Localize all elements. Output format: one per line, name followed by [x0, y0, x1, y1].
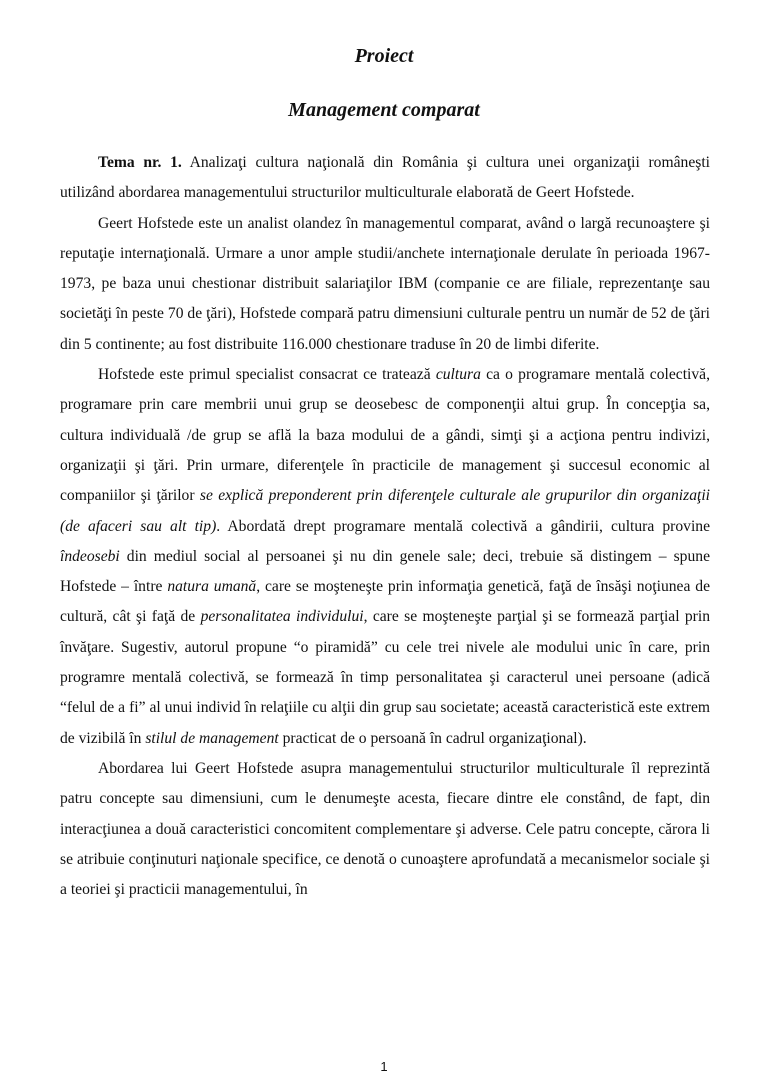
- paragraph-text: , care se moşteneşte parţial şi se formează parţial prin învăţare. Sugestiv, autorul propune “o piramidă” cu cele trei nivele ale modului unic în care, prin programre mentală colectivă, se formează în timp personalitatea şi caracterul unei persoane (adică “felul de a fi” al unui individ în relaţiile cu alţii din grup sau societate; această caracteristică este extrem de vizibilă în: [60, 608, 710, 747]
- emphasis-text: se explică preponderent prin diferenţele culturale ale grupurilor din organizaţii (de afaceri sau alt tip): [60, 487, 710, 535]
- tema-text: Analizaţi cultura naţională din România şi cultura unei organizaţii româneşti utilizând abordarea managementului structurilor multiculturale elaborată de Geert Hofstede.: [60, 154, 710, 202]
- paragraph-text: Hofstede este primul specialist consacrat ce tratează: [98, 366, 436, 384]
- paragraph-text: din mediul social al persoanei şi nu din genele sale; deci, trebuie să distingem – spune Hofstede – între: [60, 547, 710, 596]
- paragraph-text: Geert Hofstede este un analist olandez în managementul comparat, având o largă recunoaştere şi reputaţie internaţională. Urmare a unor ample studii/anchete internaţionale derulate în perioada 1967-1973, pe baza unui chestionar distribuit salariaţilor IBM (companie ce are filiale, reprezentanţe sau societăţi în peste 70 de ţări), Hofstede compară patru dimensiuni culturale pentru un număr de 52 de ţări din 5 continente; au fost distribuite 116.000 chestionare traduse în 20 de limbi diferite.: [60, 214, 710, 353]
- paragraph-text: , care se moşteneşte prin informaţia genetică, faţă de însăşi noţiunea de cultură, cât şi faţă de: [60, 578, 710, 626]
- emphasis-text: îndeosebi: [60, 547, 120, 565]
- paragraph-tema: [60, 148, 710, 209]
- paragraph-text: Abordarea lui Geert Hofstede asupra managementului structurilor multiculturale îl reprezintă patru concepte sau dimensiuni, cum le denumeşte acesta, fiecare dintre ele constând, de fapt, din interacţiunea a două caracteristici concomitent complementare şi adverse. Cele patru concepte, cărora li se atribuie conţinuturi naţionale specifice, ce denotă o cunoaştere aprofundată a mecanismelor sociale şi a teoriei şi practicii managementului, în: [60, 759, 710, 899]
- paragraph-text: ca o programare mentală colectivă, programare prin care membrii unui grup se deosebesc de componenţii altui grup. În concepţia sa, cultura individuală /de grup se află la baza modului de a gândi, simţi şi a acţiona pentru indivizi, organizaţii şi ţări. Prin urmare, diferenţele în practicile de management şi succesul economic al companiilor şi ţărilor: [60, 366, 710, 505]
- tema-label: Tema nr. 1.: [98, 154, 182, 171]
- emphasis-text: personalitatea individului: [200, 608, 364, 626]
- document-title: Proiect: [354, 45, 414, 67]
- paragraph-abordarea: [60, 754, 710, 905]
- paragraph-hofstede-intro: [60, 209, 710, 360]
- paragraph-text: practicat de o persoană în cadrul organizaţional).: [278, 729, 587, 747]
- document-subtitle: Management comparat: [288, 99, 480, 121]
- paragraph-cultura: [60, 360, 710, 754]
- page-number: 1: [380, 1059, 388, 1074]
- paragraph-text: . Abordată drept programare mentală colectivă a gândirii, cultura provine: [216, 517, 710, 535]
- emphasis-text: natura umană: [167, 578, 257, 596]
- document-body: [60, 148, 710, 905]
- emphasis-text: cultura: [435, 366, 481, 384]
- emphasis-text: stilul de management: [145, 729, 279, 747]
